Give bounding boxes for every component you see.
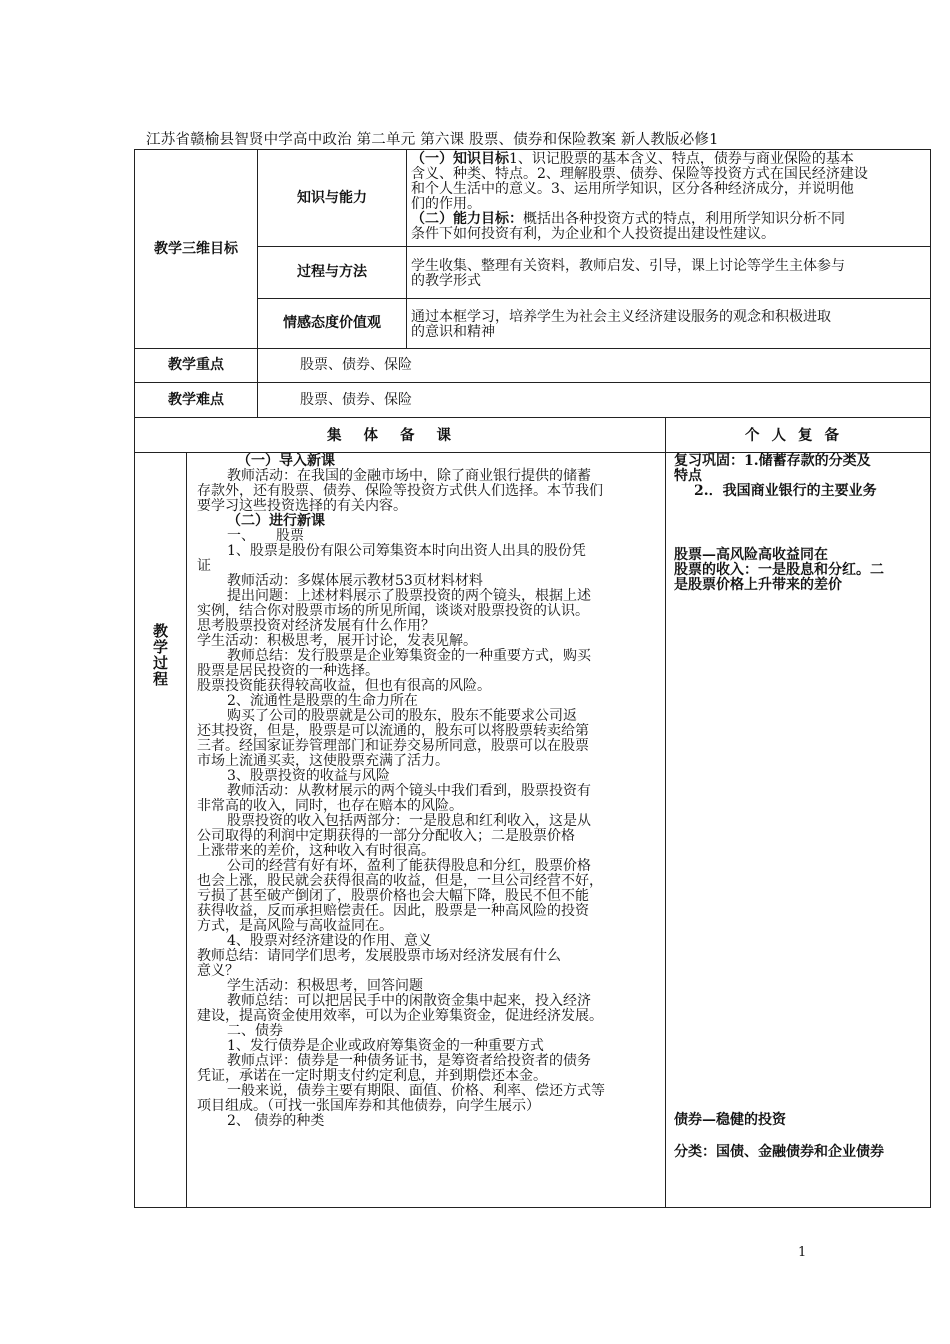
focus-value: 股票、债券、保险 (258, 349, 931, 383)
personal-notes (666, 453, 930, 1160)
content-line: 股票投资能获得较高收益，但也有很高的风险。 (197, 678, 491, 694)
objective-line-text: 学生收集、整理有关资料，教师启发、引导，课上讨论等学生主体参与 (411, 257, 845, 274)
content-line: 要学习这些投资选择的有关内容。 (197, 498, 407, 514)
note-stock-3: 是股票价格上升带来的差价 (674, 577, 842, 593)
note-bond-2: 分类：国债、金融债券和企业债券 (674, 1144, 884, 1160)
content-line: 思考股票投资对经济发展有什么作用？ (197, 618, 435, 634)
objective-line (411, 182, 926, 197)
process-label-cell (135, 453, 187, 1208)
objective-process-label: 过程与方法 (258, 247, 407, 299)
objective-knowledge-label: 知识与能力 (258, 150, 407, 247)
content-line: 意义？ (197, 963, 239, 979)
content-line: 购买了公司的股票就是公司的股东，股东不能要求公司返 (227, 708, 577, 724)
objective-process-content (407, 247, 931, 299)
objective-line (411, 152, 926, 167)
objective-knowledge-lines (411, 152, 926, 242)
personal-notes-cell (666, 453, 931, 1208)
content-line: 教师活动：在我国的金融市场中，除了商业银行提供的储蓄 (227, 468, 591, 484)
process-label: 教学过程 (152, 622, 168, 688)
content-line: 亏损了甚至破产倒闭了，股票价格也会大幅下降，股民不但不能 (197, 888, 589, 904)
content-line: 建设，提高资金使用效率，可以为企业筹集资金，促进经济发展。 (197, 1008, 603, 1024)
document-title: 江苏省赣榆县智贤中学高中政治 第二单元 第六课 股票、债券和保险教案 新人教版必修1 (146, 132, 719, 148)
content-line: 二、债券 (227, 1023, 283, 1039)
objective-line-text: 条件下如何投资有利，为企业和个人投资提出建设性建议。 (411, 226, 775, 242)
objective-line (411, 197, 926, 212)
content-line: 凭证，承诺在一定时期支付约定利息，并到期偿还本金。 (197, 1068, 547, 1084)
content-line: 2、流通性是股票的生命力所在 (227, 693, 418, 709)
content-line: 教师点评：债券是一种债务证书，是筹资者给投资者的债务 (227, 1053, 591, 1069)
content-line: （一）导入新课 (237, 453, 335, 469)
content-line: 公司取得的利润中定期获得的一部分分配收入；二是股票价格 (197, 828, 575, 844)
difficulty-label: 教学难点 (135, 383, 258, 418)
objective-line (411, 227, 926, 242)
note-review-1: 复习巩固：1.储蓄存款的分类及 (674, 453, 871, 469)
note-review-3: 2.．我国商业银行的主要业务 (694, 483, 877, 499)
objective-line-text: 和个人生活中的意义。3、运用所学知识，区分各种经济成分，并说明他 (411, 181, 854, 197)
content-line: 学生活动：积极思考，回答问题 (227, 978, 423, 994)
objective-line (411, 212, 926, 227)
objective-line-heading: （二）能力目标： (411, 211, 523, 227)
objective-line (411, 325, 926, 340)
content-line: 市场上流通买卖，这使股票充满了活力。 (197, 753, 449, 769)
note-stock-2: 股票的收入：一是股息和分红。二 (674, 562, 884, 578)
content-line: 还其投资，但是，股票是可以流通的，股东可以将股票转卖给第 (197, 723, 589, 739)
content-line: 1、股票是股份有限公司筹集资本时向出资人出具的股份凭 (227, 543, 586, 559)
focus-label: 教学重点 (135, 349, 258, 383)
content-line: 也会上涨，股民就会获得很高的收益，但是，一旦公司经营不好， (197, 873, 603, 889)
content-line: 三者。经国家证券管理部门和证券交易所同意，股票可以在股票 (197, 738, 589, 754)
content-line: 2、 债券的种类 (227, 1113, 325, 1129)
content-line: 教师活动：多媒体展示教材53页材料材料 (227, 573, 483, 589)
content-line: 一般来说，债券主要有期限、面值、价格、利率、偿还方式等 (227, 1083, 605, 1099)
personal-prep-header: 个人复备 (666, 418, 931, 453)
objective-knowledge-content (407, 150, 931, 247)
objective-attitude-content (407, 299, 931, 349)
content-line: 公司的经营有好有坏，盈利了能获得股息和分红，股票价格 (227, 858, 591, 874)
content-line: 提出问题：上述材料展示了股票投资的两个镜头，根据上述 (227, 588, 591, 604)
content-line: 4、股票对经济建设的作用、意义 (227, 933, 432, 949)
content-line: 教师总结：请同学们思考，发展股票市场对经济发展有什么 (197, 948, 561, 964)
objective-line (411, 274, 926, 289)
content-line: 教师总结：可以把居民手中的闲散资金集中起来，投入经济 (227, 993, 591, 1009)
objective-attitude-lines (411, 310, 926, 340)
note-stock-1: 股票—高风险高收益同在 (674, 547, 828, 563)
content-line: （二）进行新课 (227, 513, 325, 529)
note-bond-1: 债券—稳健的投资 (674, 1112, 786, 1128)
objective-attitude-label: 情感态度价值观 (258, 299, 407, 349)
objective-line (411, 167, 926, 182)
content-line: 1、发行债券是企业或政府筹集资金的一种重要方式 (227, 1038, 544, 1054)
content-line: 股票投资的收入包括两部分：一是股息和红利收入，这是从 (227, 813, 591, 829)
content-line: 上涨带来的差价，这种收入有时很高。 (197, 843, 435, 859)
content-line: 股票是居民投资的一种选择。 (197, 663, 379, 679)
lesson-plan-table (134, 149, 931, 1208)
content-line: 非常高的收入，同时，也存在赔本的风险。 (197, 798, 463, 814)
objective-line (411, 310, 926, 325)
content-line: 方式，是高风险与高收益同在。 (197, 918, 393, 934)
page-number: 1 (798, 1245, 807, 1260)
objective-line (411, 259, 926, 274)
process-content (187, 453, 665, 1129)
content-line: 存款外，还有股票、债券、保险等投资方式供人们选择。本节我们 (197, 483, 603, 499)
objective-line-text: 的教学形式 (411, 272, 481, 289)
note-review-2: 特点 (674, 468, 702, 484)
content-line: 教师活动：从教材展示的两个镜头中我们看到，股票投资有 (227, 783, 591, 799)
content-line: 教师总结：发行股票是企业筹集资金的一种重要方式，购买 (227, 648, 591, 664)
content-line: 学生活动：积极思考，展开讨论，发表见解。 (197, 633, 477, 649)
objective-line-text: 概括出各种投资方式的特点，利用所学知识分析不同 (523, 211, 845, 227)
content-line: 证 (197, 558, 211, 574)
objective-line-text: 通过本框学习，培养学生为社会主义经济建设服务的观念和积极进取 (411, 308, 831, 325)
content-line: 一、 股票 (227, 528, 304, 544)
process-content-cell (187, 453, 666, 1208)
content-line: 3、股票投资的收益与风险 (227, 768, 390, 784)
collective-prep-header: 集体备课 (135, 418, 666, 453)
content-line: 项目组成。（可找一张国库券和其他债券，向学生展示） (197, 1098, 540, 1114)
difficulty-value: 股票、债券、保险 (258, 383, 931, 418)
objective-line-text: 们的作用。 (411, 196, 481, 212)
objectives-label: 教学三维目标 (135, 150, 258, 349)
content-line: 实例，结合你对股票市场的所见所闻，谈谈对股票投资的认识。 (197, 603, 589, 619)
content-line: 获得收益，反而承担赔偿责任。因此，股票是一种高风险的投资 (197, 903, 589, 919)
objective-line-text: 1、识记股票的基本含义、特点，债券与商业保险的基本 (509, 151, 854, 167)
objective-line-text: 含义、种类、特点。2、理解股票、债券、保险等投资方式在国民经济建设 (411, 166, 868, 182)
objective-process-lines (411, 259, 926, 289)
objective-line-heading: （一）知识目标 (411, 151, 509, 167)
objective-line-text: 的意识和精神 (411, 323, 495, 340)
